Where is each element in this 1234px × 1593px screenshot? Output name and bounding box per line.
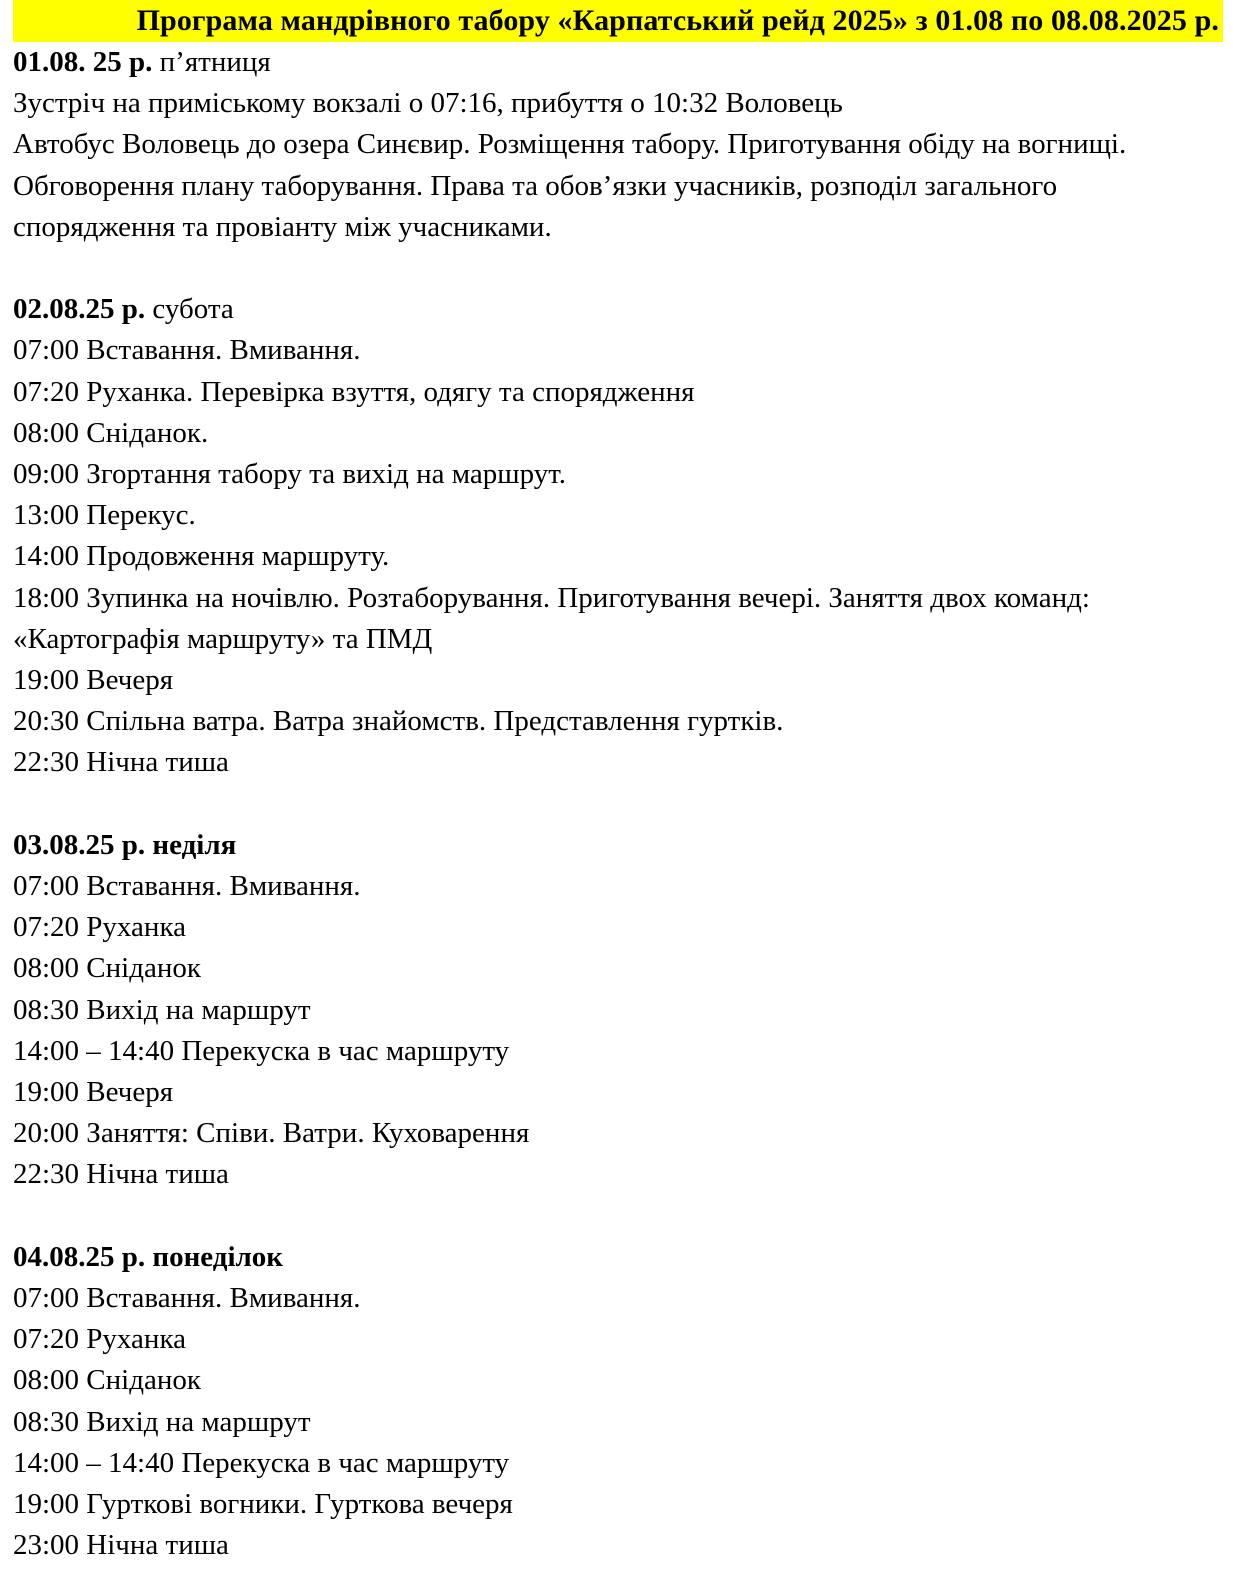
schedule-item: 09:00 Згортання табору та вихід на маршрут.	[13, 458, 566, 491]
day-1-date: 01.08. 25 р.	[13, 46, 153, 78]
day-1-line: Зустріч на приміському вокзалі о 07:16, прибуття о 10:32 Воловець	[13, 87, 843, 120]
day-2-weekday: субота	[152, 293, 234, 326]
day-4-weekday: понеділок	[152, 1240, 284, 1273]
schedule-item: 08:30 Вихід на маршрут	[13, 1405, 311, 1438]
day-1-line: Автобус Воловець до озера Синєвир. Розміщення табору. Приготування обіду на вогнищі. Обговорення плану таборування. Права та обов’язки учасників, розподіл загального спорядження та провіанту між учасниками.	[13, 128, 1127, 243]
schedule-item: 23:00 Нічна тиша	[13, 1529, 229, 1562]
schedule-item: 07:20 Руханка	[13, 1323, 186, 1356]
schedule-item: 14:00 – 14:40 Перекуска в час маршруту	[13, 1034, 510, 1067]
schedule-item: 20:30 Спільна ватра. Ватра знайомств. Представлення гуртків.	[13, 705, 784, 738]
day-1-heading	[13, 42, 1223, 83]
schedule-item: 13:00 Перекус.	[13, 499, 196, 532]
schedule-item: 07:00 Вставання. Вмивання.	[13, 334, 361, 367]
day-4-heading	[13, 1237, 1223, 1278]
day-3-weekday: неділя	[152, 828, 237, 861]
schedule-item: 07:20 Руханка	[13, 911, 186, 944]
schedule-item: 22:30 Нічна тиша	[13, 746, 229, 779]
day-4-date: 04.08.25 р.	[13, 1240, 146, 1273]
schedule-item: 18:00 Зупинка на ночівлю. Розтаборування. Приготування вечері. Заняття двох команд: «Картографія маршруту» та ПМД	[13, 581, 1090, 655]
schedule-item: 08:00 Сніданок	[13, 952, 201, 985]
day-2-heading	[13, 289, 1223, 330]
schedule-item: 08:00 Сніданок	[13, 1364, 201, 1397]
schedule-item: 19:00 Вечеря	[13, 664, 174, 697]
document-page	[13, 0, 1223, 1566]
section-gap	[13, 1196, 1223, 1237]
day-3-date: 03.08.25 р.	[13, 828, 146, 861]
schedule-item: 07:00 Вставання. Вмивання.	[13, 1282, 361, 1315]
day-2-date: 02.08.25 р.	[13, 293, 146, 326]
schedule-item: 08:00 Сніданок.	[13, 416, 209, 449]
schedule-item: 07:20 Руханка. Перевірка взуття, одягу та спорядження	[13, 375, 695, 408]
schedule-item: 19:00 Гуртковi вогники. Гурткова вечеря	[13, 1488, 513, 1521]
schedule-item: 19:00 Вечеря	[13, 1076, 174, 1109]
day-3-heading	[13, 825, 1223, 866]
schedule-item: 22:30 Нічна тиша	[13, 1158, 229, 1191]
section-gap	[13, 248, 1223, 289]
section-gap	[13, 784, 1223, 825]
schedule-item: 07:00 Вставання. Вмивання.	[13, 870, 361, 903]
day-1-weekday: п’ятниця	[159, 46, 271, 78]
schedule-item: 08:30 Вихід на маршрут	[13, 993, 311, 1026]
schedule-item: 20:00 Заняття: Співи. Ватри. Куховарення	[13, 1117, 530, 1150]
schedule-item: 14:00 – 14:40 Перекуска в час маршруту	[13, 1446, 510, 1479]
schedule-item: 14:00 Продовження маршруту.	[13, 540, 390, 573]
document-title: Програма мандрівного табору «Карпатський рейд 2025» з 01.08 по 08.08.2025 р.	[13, 0, 1223, 42]
